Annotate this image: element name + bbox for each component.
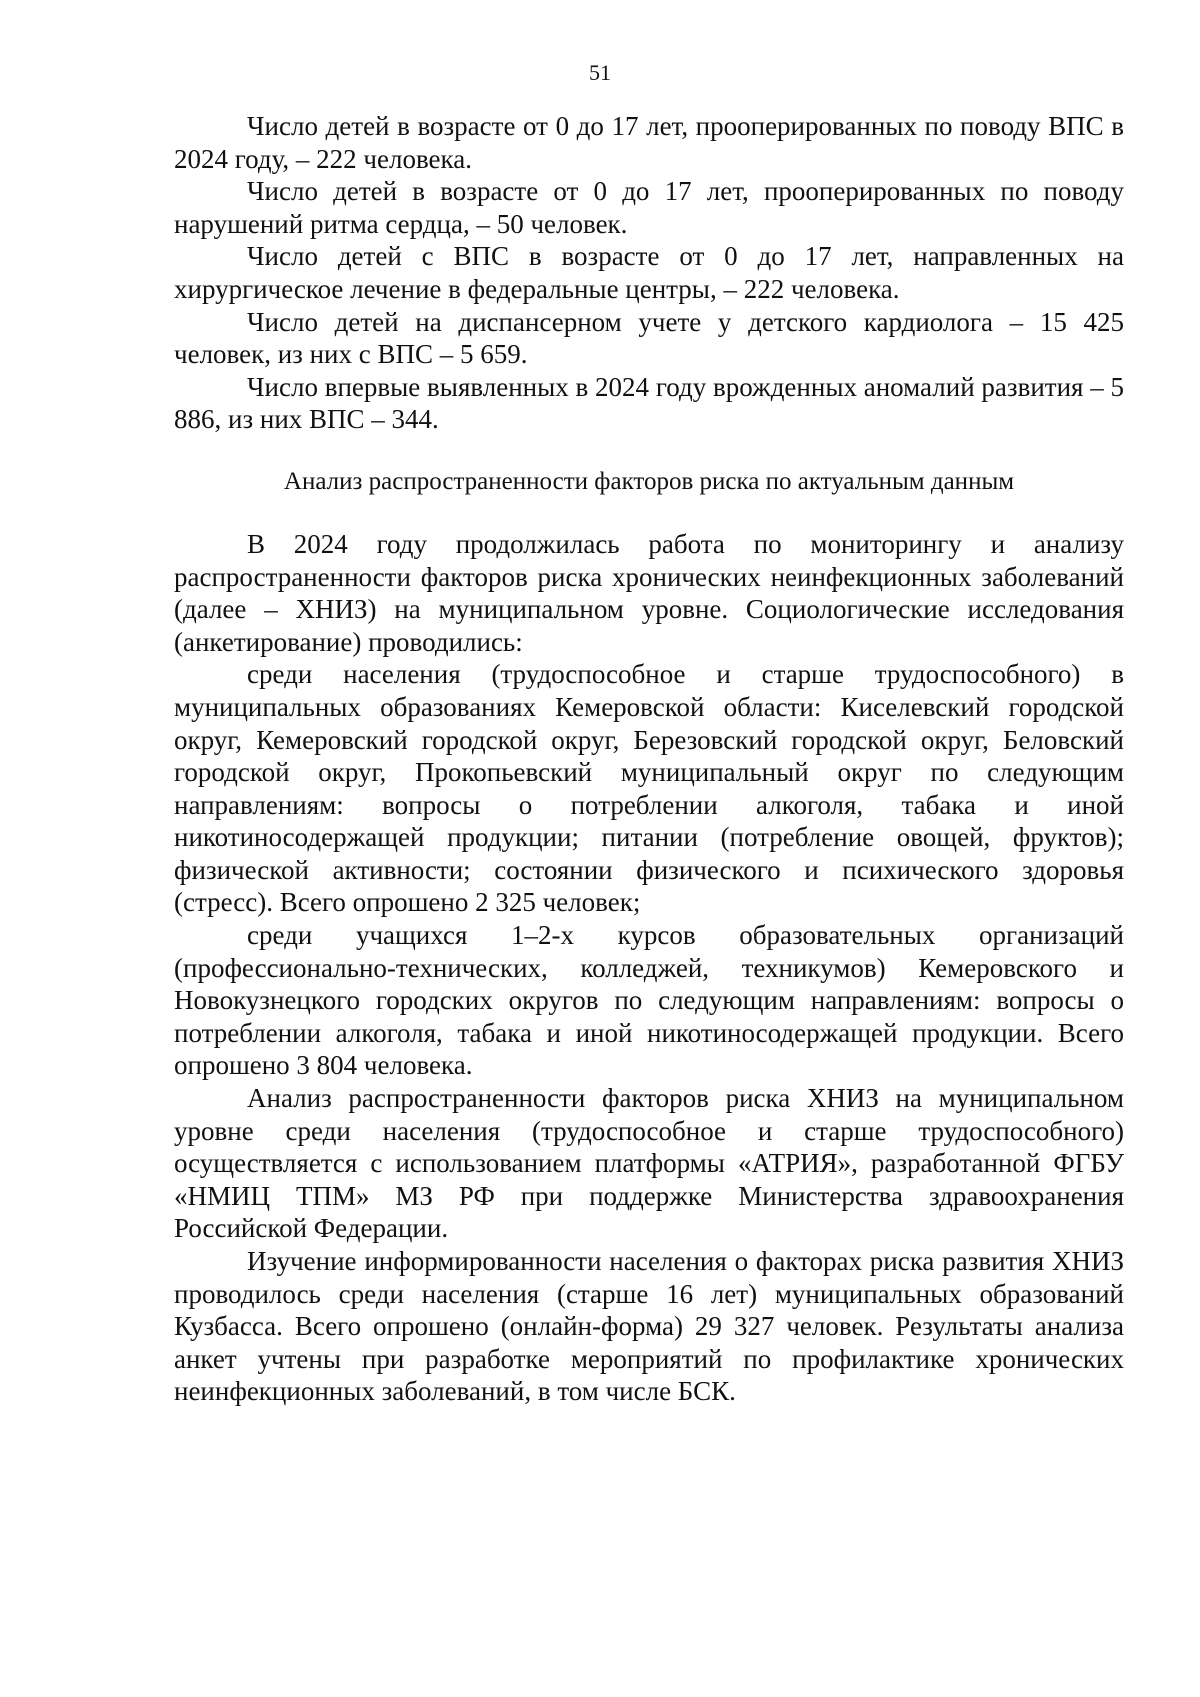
paragraph-congenital-anomalies: Число впервые выявленных в 2024 году врожденных аномалий развития – 5 886, из них ВПС – 344.: [174, 371, 1124, 435]
paragraph-monitoring-intro: В 2024 году продолжилась работа по мониторингу и анализу распространенности факторов риска хронических неинфекционных заболеваний (далее – ХНИЗ) на муниципальном уровне. Социологические исследования (анкетирование) проводились:: [174, 528, 1124, 657]
section-heading: Анализ распространенности факторов риска по актуальным данным: [283, 467, 1015, 495]
paragraph-children-operated-rhythm: Число детей в возрасте от 0 до 17 лет, прооперированных по поводу нарушений ритма сердца, – 50 человек.: [174, 176, 1124, 239]
paragraph-survey-population: среди населения (трудоспособное и старше трудоспособного) в муниципальных образованиях Кемеровской области: Киселевский городской округ, Кемеровский городской округ, Березовский городской округ, Беловский городской округ, Прокопьевский муниципальный округ по следующим направлениям: вопросы о потреблении алкоголя, табака и иной никотиносодержащей продукции; питании (потребление овощей, фруктов); физической активности; состоянии физического и психического здоровья (стресс). Всего опрошено 2 325 человек;: [174, 659, 1124, 918]
paragraph-children-operated-vps: Число детей в возрасте от 0 до 17 лет, прооперированных по поводу ВПС в 2024 году, – 222 человека.: [174, 111, 1124, 174]
page-number: 51: [589, 60, 611, 85]
paragraph-children-dispensary: Число детей на диспансерном учете у детского кардиолога – 15 425 человек, из них с ВПС – 5 659.: [174, 306, 1124, 370]
paragraph-atria-platform: Анализ распространенности факторов риска ХНИЗ на муниципальном уровне среди населения (трудоспособное и старше трудоспособного) осуществляется с использованием платформы «АТРИЯ», разработанной ФГБУ «НМИЦ ТПМ» МЗ РФ при поддержке Министерства здравоохранения Российской Федерации.: [174, 1083, 1124, 1244]
paragraph-awareness-study: Изучение информированности населения о факторах риска развития ХНИЗ проводилось среди населения (старше 16 лет) муниципальных образований Кузбасса. Всего опрошено (онлайн-форма) 29 327 человек. Результаты анализа анкет учтены при разработке мероприятий по профилактике хронических неинфекционных заболеваний, в том числе БСК.: [174, 1246, 1124, 1407]
paragraph-children-federal-centers: Число детей с ВПС в возрасте от 0 до 17 лет, направленных на хирургическое лечение в федеральные центры, – 222 человека.: [174, 241, 1124, 304]
paragraph-survey-students: среди учащихся 1–2-х курсов образовательных организаций (профессионально-технических, колледжей, техникумов) Кемеровского и Новокузнецкого городских округов по следующим направлениям: вопросы о потреблении алкоголя, табака и иной никотиносодержащей продукции. Всего опрошено 3 804 человека.: [174, 920, 1124, 1081]
document-body: [174, 110, 1124, 1408]
